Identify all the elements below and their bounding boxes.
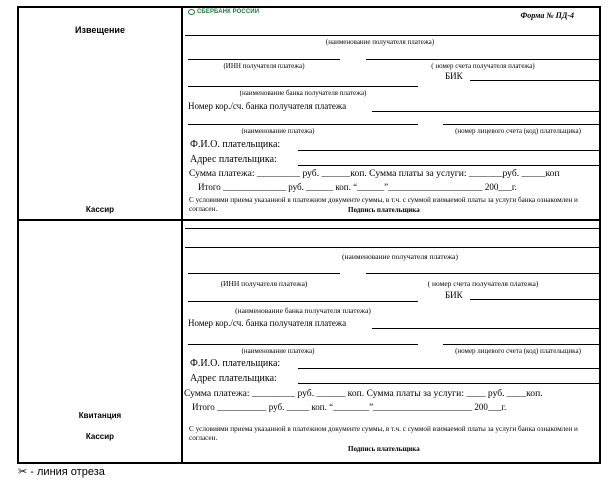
notice-address-label: Адрес плательщика: <box>190 154 277 165</box>
receipt-bank-caption: (наименование банка получателя платежа) <box>235 306 371 315</box>
receipt-total-line: Итого ___________ руб. _____ коп. “________”______________________ 200___г. <box>192 402 507 412</box>
notice-recipient-caption: (наименование получателя платежа) <box>325 38 435 46</box>
notice-corr-line <box>372 111 600 112</box>
notice-cashier: Кассир <box>85 205 115 214</box>
receipt-personal-caption: (номер лицевого счета (код) плательщика) <box>455 347 581 355</box>
section-divider <box>17 219 601 221</box>
receipt-personal-line <box>443 344 600 345</box>
notice-bik-label: БИК <box>445 71 463 81</box>
notice-payment-line <box>188 124 418 125</box>
notice-bank-caption: (наименование банка получателя платежа) <box>239 89 367 97</box>
receipt-account-caption: ( номер счета получателя платежа) <box>427 279 539 288</box>
receipt-recipient-caption: (наименование получателя платежа) <box>342 252 458 261</box>
receipt-title: Квитанция <box>78 411 122 420</box>
notice-inn-line <box>188 59 340 60</box>
notice-address-line <box>298 165 600 166</box>
receipt-payment-caption: (наименование платежа) <box>241 347 315 355</box>
logo-text: СБЕРБАНК РОССИИ <box>197 9 260 15</box>
notice-recipient-line <box>185 35 599 36</box>
receipt-corr-line <box>372 328 600 329</box>
receipt-inn-caption: (ИНН получателя платежа) <box>220 279 308 288</box>
receipt-recipient-line <box>185 247 599 248</box>
notice-personal-line <box>443 124 600 125</box>
notice-corr-label: Номер кор./сч. банка получателя платежа <box>188 101 347 111</box>
notice-agreement: С условиями приема указанной в платежном документе суммы, в т.ч. с суммой взимаемой платы за услуги банка ознакомлен и согласен. <box>189 196 578 213</box>
notice-fio-line <box>298 150 600 151</box>
receipt-payment-line <box>188 344 418 345</box>
notice-sum-line: Сумма платежа: _________ руб. ______коп. Сумма платы за услуги: _______руб. _____коп <box>189 168 560 179</box>
receipt-fio-line <box>298 368 600 369</box>
logo-mark-icon <box>188 9 195 15</box>
notice-account-caption: ( номер счета получателя платежа) <box>431 62 535 70</box>
receipt-account-line <box>366 273 600 274</box>
form-number: Форма № ПД-4 <box>520 11 574 20</box>
notice-inn-caption: (ИНН получателя платежа) <box>223 62 305 70</box>
receipt-sum-line: Сумма платежа: _________ руб. ______ коп. Сумма платы за услуги: ____ руб. ____коп. <box>184 388 543 399</box>
receipt-inn-line <box>188 273 340 274</box>
scissors-icon: ✂ <box>18 466 28 478</box>
receipt-signature: Подпись плательщика <box>348 445 420 453</box>
notice-personal-caption: (номер лицевого счета (код) плательщика) <box>455 127 581 135</box>
notice-bik-line <box>470 80 600 81</box>
bank-logo <box>188 9 259 15</box>
notice-title: Извещение <box>75 25 125 35</box>
notice-account-line <box>366 59 600 60</box>
receipt-agreement: С условиями приема указанной в платежном документе суммы, в т.ч. с суммой взимаемой платы за услуги банка ознакомлен и согласен. <box>189 425 578 442</box>
notice-fio-label: Ф.И.О. плательщика: <box>190 139 281 150</box>
receipt-fio-label: Ф.И.О. плательщика: <box>190 358 281 369</box>
notice-payment-caption: (наименование платежа) <box>241 127 315 135</box>
receipt-bank-line <box>188 301 418 302</box>
receipt-top-line <box>185 228 599 229</box>
column-divider <box>181 6 183 464</box>
notice-signature: Подпись плательщика <box>348 206 420 214</box>
notice-total-line: Итого ______________ руб. ______ коп. “______”_____________________ 200___г. <box>198 182 517 192</box>
cut-line <box>18 465 105 478</box>
cut-line-label: - линия отреза <box>30 466 105 478</box>
receipt-address-line <box>298 383 600 384</box>
receipt-bik-label: БИК <box>445 290 463 300</box>
receipt-corr-label: Номер кор./сч. банка получателя платежа <box>188 318 347 328</box>
receipt-address-label: Адрес плательщика: <box>190 373 277 384</box>
receipt-bik-line <box>470 299 600 300</box>
notice-bank-line <box>188 86 418 87</box>
receipt-cashier: Кассир <box>85 432 115 441</box>
